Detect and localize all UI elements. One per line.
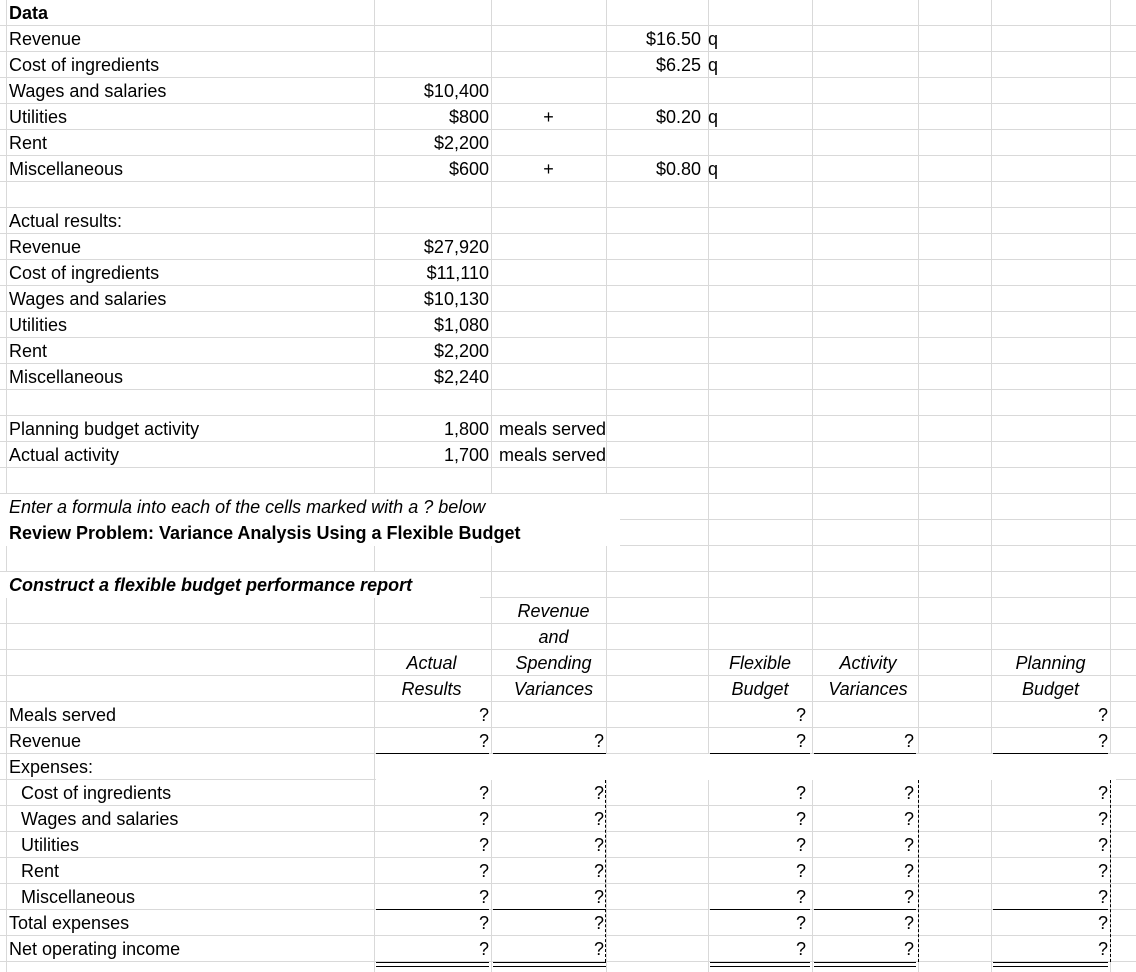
header-rsv-line3: Spending (515, 653, 592, 673)
data-heading: Data (9, 3, 49, 23)
header-rsv-line2: and (538, 627, 569, 647)
activity-label: Planning budget activity (9, 419, 200, 439)
actual-value[interactable]: $2,200 (433, 341, 489, 361)
header-activity-var-line1: Activity (839, 653, 897, 673)
data-fixed-amount[interactable]: $10,400 (423, 81, 489, 101)
revenue-underline (493, 753, 606, 754)
data-fixed-amount[interactable]: $600 (448, 159, 489, 179)
cell-activity-var[interactable]: ? (903, 783, 914, 803)
total-double-underline (993, 962, 1108, 967)
cell-planning[interactable]: ? (1097, 861, 1108, 881)
cell-planning[interactable]: ? (1097, 887, 1108, 907)
header-actual-line1: Actual (406, 653, 457, 673)
cell-rsv[interactable]: ? (593, 861, 604, 881)
cell-actual[interactable]: ? (478, 783, 489, 803)
header-flexible-line1: Flexible (728, 653, 792, 673)
cell-actual[interactable]: ? (478, 913, 489, 933)
cell-activity-var[interactable]: ? (903, 913, 914, 933)
actual-value[interactable]: $10,130 (423, 289, 489, 309)
cell-rsv[interactable]: ? (593, 939, 604, 959)
activity-value[interactable]: 1,800 (443, 419, 489, 439)
cell-planning[interactable]: ? (1097, 731, 1108, 751)
revenue-underline (376, 753, 489, 754)
actual-value[interactable]: $2,240 (433, 367, 489, 387)
cell-rsv[interactable]: ? (593, 913, 604, 933)
cell-planning[interactable]: ? (1097, 939, 1108, 959)
activity-unit: meals served (499, 419, 607, 439)
actual-row-label: Rent (9, 341, 48, 361)
header-planning-line1: Planning (1015, 653, 1086, 673)
data-variable-rate[interactable]: $16.50 (645, 29, 701, 49)
row-label-expense: Wages and salaries (21, 809, 179, 829)
data-variable-rate[interactable]: $6.25 (655, 55, 701, 75)
cell-actual[interactable]: ? (478, 835, 489, 855)
actual-row-label: Wages and salaries (9, 289, 167, 309)
row-label-expense: Miscellaneous (21, 887, 136, 907)
cell-planning[interactable]: ? (1097, 809, 1108, 829)
data-fixed-amount[interactable]: $800 (448, 107, 489, 127)
cell-flexible[interactable]: ? (795, 913, 806, 933)
column-divider-dashed (605, 780, 606, 962)
cell-flexible[interactable]: ? (795, 783, 806, 803)
header-rsv-line4: Variances (513, 679, 594, 699)
cell-actual[interactable]: ? (478, 861, 489, 881)
total-double-underline (710, 962, 810, 967)
cell-planning[interactable]: ? (1097, 913, 1108, 933)
data-unit: q (708, 29, 719, 49)
expenses-heading: Expenses: (9, 757, 94, 777)
revenue-underline (814, 753, 916, 754)
subtotal-line (814, 909, 916, 910)
cell-activity-var[interactable]: ? (903, 731, 914, 751)
cell-flexible[interactable]: ? (795, 809, 806, 829)
cell-activity-var[interactable]: ? (903, 939, 914, 959)
cell-activity-var[interactable]: ? (903, 835, 914, 855)
cell-rsv[interactable]: ? (593, 731, 604, 751)
cell-flexible[interactable]: ? (795, 705, 806, 725)
instruction-text: Enter a formula into each of the cells marked with a ? below (9, 497, 486, 517)
total-double-underline (376, 962, 489, 967)
report-title: Construct a flexible budget performance report (9, 575, 413, 595)
data-row-label: Miscellaneous (9, 159, 124, 179)
subtotal-line (993, 909, 1108, 910)
header-planning-line2: Budget (1021, 679, 1080, 699)
row-label-expense: Rent (21, 861, 60, 881)
column-divider-dashed (1110, 780, 1111, 962)
cell-activity-var[interactable]: ? (903, 809, 914, 829)
row-label-total-expenses: Total expenses (9, 913, 130, 933)
activity-unit: meals served (499, 445, 607, 465)
cell-actual[interactable]: ? (478, 731, 489, 751)
row-label-expense: Cost of ingredients (21, 783, 172, 803)
cell-activity-var[interactable]: ? (903, 887, 914, 907)
data-variable-rate[interactable]: $0.80 (655, 159, 701, 179)
cell-planning[interactable]: ? (1097, 783, 1108, 803)
data-unit: q (708, 55, 719, 75)
data-variable-rate[interactable]: $0.20 (655, 107, 701, 127)
cell-flexible[interactable]: ? (795, 887, 806, 907)
actual-row-label: Revenue (9, 237, 82, 257)
revenue-underline (993, 753, 1108, 754)
data-unit: q (708, 159, 719, 179)
row-label-revenue: Revenue (9, 731, 82, 751)
cell-actual[interactable]: ? (478, 887, 489, 907)
expenses-row-mask (376, 754, 1116, 780)
cell-flexible[interactable]: ? (795, 939, 806, 959)
data-unit: q (708, 107, 719, 127)
actual-row-label: Utilities (9, 315, 68, 335)
header-actual-line2: Results (401, 679, 462, 699)
activity-label: Actual activity (9, 445, 120, 465)
cell-rsv[interactable]: ? (593, 887, 604, 907)
data-row-label: Cost of ingredients (9, 55, 160, 75)
cell-rsv[interactable]: ? (593, 809, 604, 829)
header-flexible-line2: Budget (731, 679, 789, 699)
problem-title: Review Problem: Variance Analysis Using a Flexible Budget (9, 523, 521, 543)
subtotal-line (710, 909, 810, 910)
cell-planning[interactable]: ? (1097, 705, 1108, 725)
cell-rsv[interactable]: ? (593, 783, 604, 803)
plus-sign: + (543, 107, 554, 127)
actual-value[interactable]: $1,080 (433, 315, 489, 335)
row-label-expense: Utilities (21, 835, 80, 855)
subtotal-line (376, 909, 489, 910)
row-label-net-operating-income: Net operating income (9, 939, 181, 959)
actual-row-label: Cost of ingredients (9, 263, 160, 283)
data-row-label: Revenue (9, 29, 82, 49)
actual-value[interactable]: $27,920 (423, 237, 489, 257)
activity-value[interactable]: 1,700 (443, 445, 489, 465)
actual-value[interactable]: $11,110 (426, 263, 489, 283)
cell-flexible[interactable]: ? (795, 861, 806, 881)
header-activity-var-line2: Variances (828, 679, 908, 699)
cell-actual[interactable]: ? (478, 705, 489, 725)
revenue-underline (710, 753, 810, 754)
cell-rsv[interactable]: ? (593, 835, 604, 855)
cell-actual[interactable]: ? (478, 809, 489, 829)
data-row-label: Wages and salaries (9, 81, 167, 101)
cell-activity-var[interactable]: ? (903, 861, 914, 881)
column-divider-dashed (918, 780, 919, 962)
plus-sign: + (543, 159, 554, 179)
actual-results-heading: Actual results: (9, 211, 123, 231)
header-rsv-line1: Revenue (517, 601, 590, 621)
cell-flexible[interactable]: ? (795, 731, 806, 751)
row-label-meals-served: Meals served (9, 705, 117, 725)
cell-actual[interactable]: ? (478, 939, 489, 959)
actual-row-label: Miscellaneous (9, 367, 124, 387)
cell-planning[interactable]: ? (1097, 835, 1108, 855)
data-fixed-amount[interactable]: $2,200 (433, 133, 489, 153)
data-row-label: Utilities (9, 107, 68, 127)
cell-flexible[interactable]: ? (795, 835, 806, 855)
total-double-underline (493, 962, 606, 967)
total-double-underline (814, 962, 916, 967)
data-row-label: Rent (9, 133, 48, 153)
subtotal-line (493, 909, 606, 910)
